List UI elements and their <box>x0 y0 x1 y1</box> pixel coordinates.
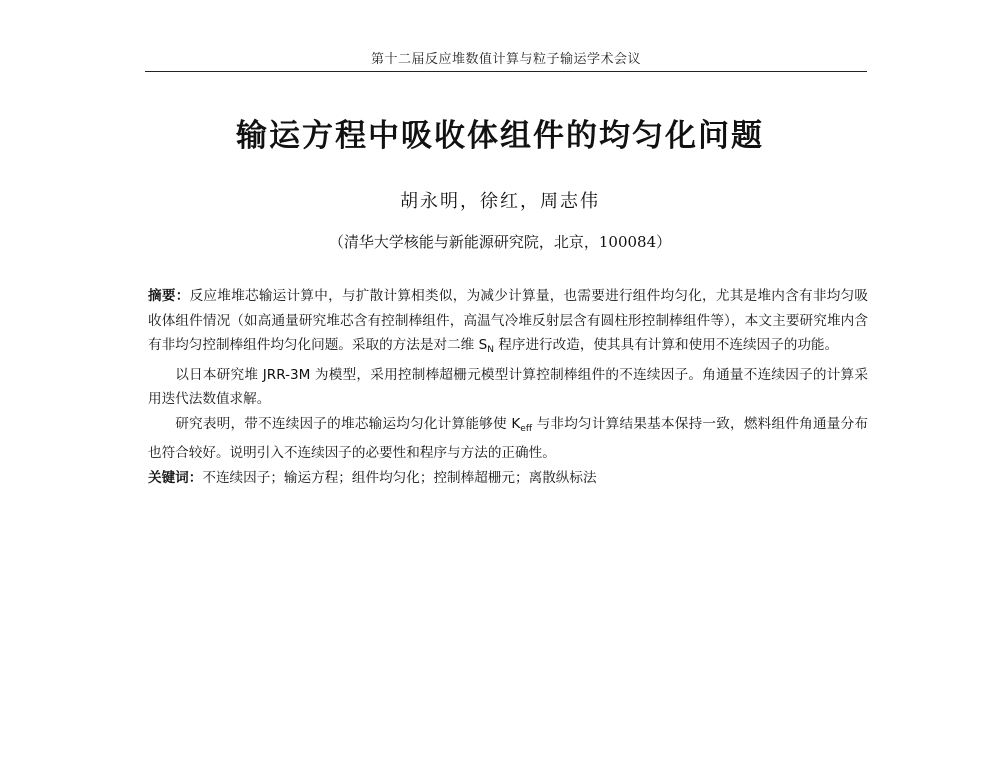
authors: 胡永明，徐红，周志伟 <box>400 191 600 212</box>
abstract-text-3b: 与非均匀计算结果基本保持一致，燃料组件角通量分布也符合较好。说明引入不连续因子的必要性和程序与方法的正确性。 <box>148 415 869 461</box>
abstract-paragraph-3 <box>148 412 868 466</box>
abstract-text-3a: 研究表明，带不连续因子的堆芯输运均匀化计算能够使 K <box>175 415 521 432</box>
abstract-text-1a: 反应堆堆芯输运计算中，与扩散计算相类似，为减少计算量，也需要进行组件均匀化，尤其是堆内含有非均匀吸收体组件情况（如高通量研究堆芯含有控制棒组件，高温气冷堆反射层含有圆柱形控制棒组件等），本文主要研究堆内含有非均匀控制棒组件均匀化问题。采取的方法是对二维 S <box>148 288 869 353</box>
conference-header: 第十二届反应堆数值计算与粒子输运学术会议 <box>370 52 641 67</box>
abstract-body <box>148 284 868 490</box>
abstract-paragraph-1 <box>148 284 868 363</box>
keywords-label: 关键词： <box>148 469 203 486</box>
affiliation: （清华大学核能与新能源研究院，北京，100084） <box>328 233 672 251</box>
paper-title: 输运方程中吸收体组件的均匀化问题 <box>236 118 764 154</box>
abstract-label: 摘要： <box>148 288 190 304</box>
subscript-n: N <box>487 345 494 355</box>
abstract-paragraph-2: 以日本研究堆 JRR-3M 为模型，采用控制棒超栅元模型计算控制棒组件的不连续因子。角通量不连续因子的计算采用迭代法数值求解。 <box>148 366 868 407</box>
keywords-paragraph <box>148 466 868 491</box>
keywords-text: 不连续因子；输运方程；组件均匀化；控制棒超栅元；离散纵标法 <box>202 469 597 486</box>
header-rule <box>145 71 867 72</box>
subscript-eff: eff <box>520 423 533 434</box>
abstract-text-1b: 程序进行改造，使其具有计算和使用不连续因子的功能。 <box>493 337 839 353</box>
